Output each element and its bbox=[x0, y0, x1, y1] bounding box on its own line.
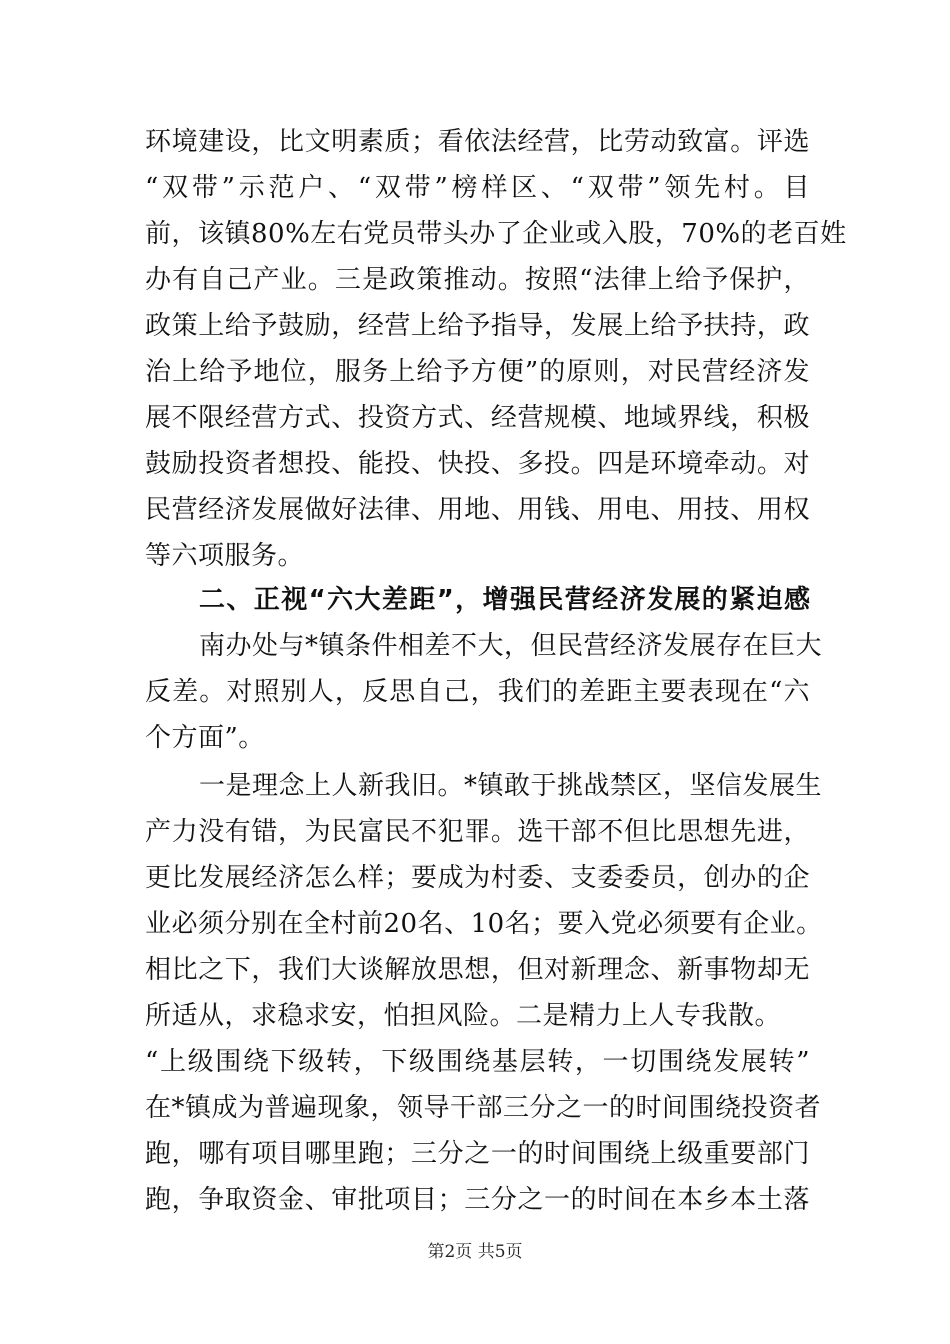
paragraph-1-line-8: 鼓励投资者想投、能投、快投、多投。四是环境牵动。对 bbox=[145, 449, 810, 479]
paragraph-1-line-9: 民营经济发展做好法律、用地、用钱、用电、用技、用权 bbox=[145, 495, 810, 525]
paragraph-3-line-6: 所适从，求稳求安，怕担风险。二是精力上人专我散。 bbox=[145, 1001, 782, 1031]
paragraph-1-line-1: 环境建设，比文明素质；看依法经营，比劳动致富。评选 bbox=[145, 127, 810, 157]
paragraph-3-line-3: 更比发展经济怎么样；要成为村委、支委委员，创办的企 bbox=[145, 863, 810, 893]
paragraph-1-line-6: 治上给予地位，服务上给予方便”的原则，对民营经济发 bbox=[145, 357, 810, 387]
paragraph-2-line-2: 反差。对照别人，反思自己，我们的差距主要表现在“六 bbox=[145, 677, 810, 707]
paragraph-3-line-5: 相比之下，我们大谈解放思想，但对新理念、新事物却无 bbox=[145, 955, 810, 985]
paragraph-1-line-10: 等六项服务。 bbox=[145, 541, 305, 571]
paragraph-3-line-4: 业必须分别在全村前20名、10名；要入党必须要有企业。 bbox=[145, 909, 823, 939]
paragraph-3-line-9: 跑，哪有项目哪里跑；三分之一的时间围绕上级重要部门 bbox=[145, 1139, 810, 1169]
paragraph-3-line-10: 跑，争取资金、审批项目；三分之一的时间在本乡本土落 bbox=[145, 1185, 810, 1215]
page-footer: 第2页 共5页 bbox=[427, 1242, 523, 1262]
paragraph-1-line-2: “双带”示范户、“双带”榜样区、“双带”领先村。目 bbox=[145, 173, 810, 203]
section-heading: 二、正视“六大差距”，增强民营经济发展的紧迫感 bbox=[199, 585, 810, 615]
paragraph-1-line-5: 政策上给予鼓励，经营上给予指导，发展上给予扶持，政 bbox=[145, 311, 810, 341]
paragraph-3-line-7: “上级围绕下级转，下级围绕基层转，一切围绕发展转” bbox=[145, 1047, 810, 1077]
paragraph-3-line-1: 一是理念上人新我旧。*镇敢于挑战禁区，坚信发展生 bbox=[199, 771, 823, 801]
paragraph-1-line-3: 前，该镇80%左右党员带头办了企业或入股，70%的老百姓 bbox=[145, 219, 847, 249]
paragraph-1-line-4: 办有自己产业。三是政策推动。按照“法律上给予保护， bbox=[145, 265, 810, 295]
paragraph-2-line-3: 个方面”。 bbox=[145, 723, 265, 753]
paragraph-3-line-2: 产力没有错，为民富民不犯罪。选干部不但比思想先进， bbox=[145, 817, 810, 847]
paragraph-1-line-7: 展不限经营方式、投资方式、经营规模、地域界线，积极 bbox=[145, 403, 810, 433]
paragraph-3-line-8: 在*镇成为普遍现象，领导干部三分之一的时间围绕投资者 bbox=[145, 1093, 822, 1123]
paragraph-2-line-1: 南办处与*镇条件相差不大，但民营经济发展存在巨大 bbox=[199, 631, 823, 661]
